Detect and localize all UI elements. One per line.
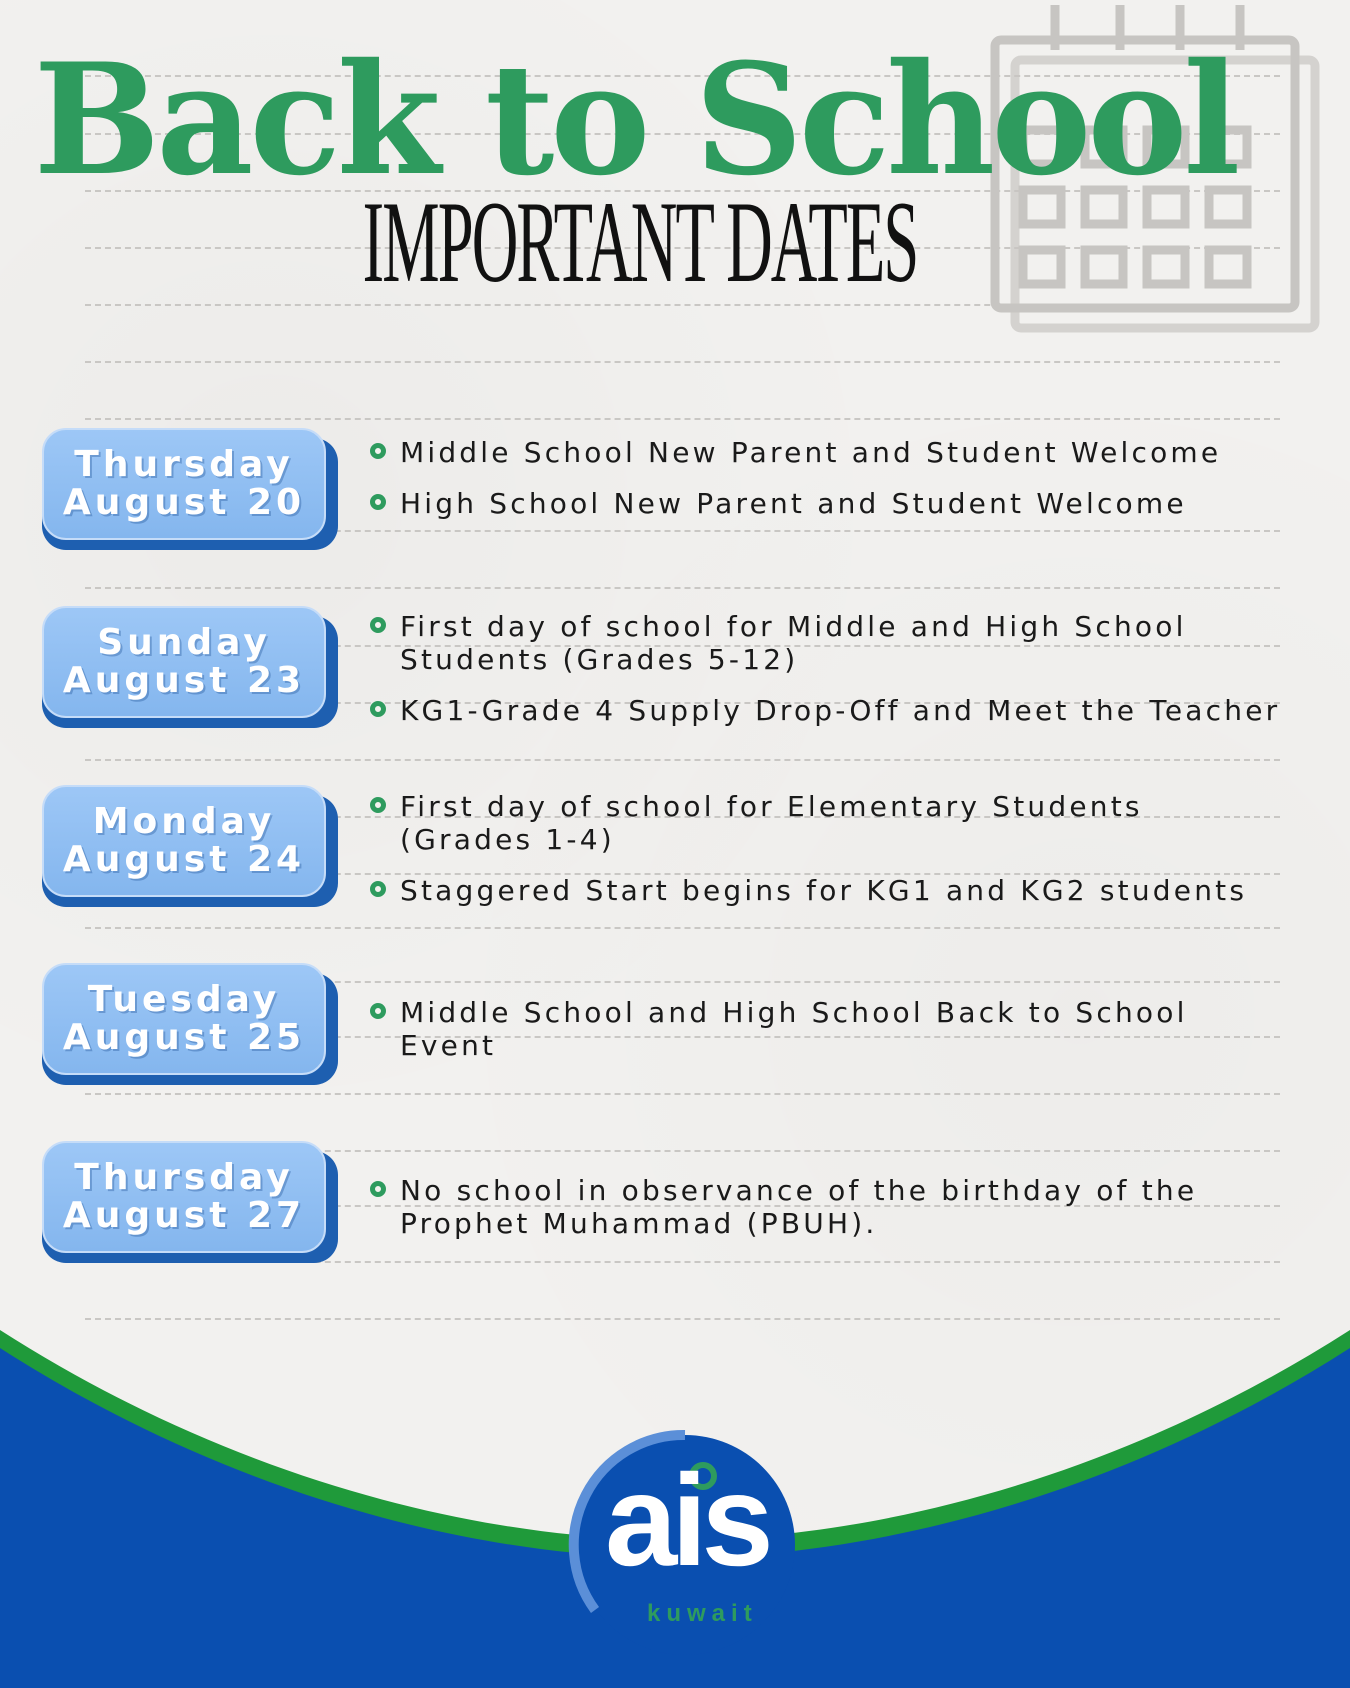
event-list xyxy=(368,436,1328,538)
date-badge xyxy=(42,428,338,546)
list-item: Middle School and High School Back to School Event xyxy=(368,996,1260,1062)
badge-day: Monday xyxy=(92,801,276,842)
badge-date: August 25 xyxy=(62,1017,306,1058)
badge-day: Sunday xyxy=(97,622,271,663)
badge-date: August 24 xyxy=(62,839,306,880)
page-subtitle: IMPORTANT DATES xyxy=(362,178,918,307)
list-item: High School New Parent and Student Welcome xyxy=(368,487,1328,520)
school-logo xyxy=(555,1420,815,1660)
date-badge xyxy=(42,606,338,724)
event-list xyxy=(368,790,1328,925)
bullet-icon xyxy=(370,1003,386,1019)
list-item: No school in observance of the birthday of the Prophet Muhammad (PBUH). xyxy=(368,1174,1200,1240)
event-list xyxy=(368,996,1328,1080)
date-badge xyxy=(42,963,338,1081)
bullet-icon xyxy=(370,1181,386,1197)
logo-text: ais xyxy=(605,1447,768,1593)
badge-date: August 27 xyxy=(62,1195,306,1236)
event-list xyxy=(368,610,1333,745)
list-item: KG1-Grade 4 Supply Drop-Off and Meet the Teacher xyxy=(368,694,1333,727)
bullet-icon xyxy=(370,443,386,459)
date-badge xyxy=(42,1141,338,1259)
list-item: First day of school for Middle and High School Students (Grades 5-12) xyxy=(368,610,1260,676)
logo-subtext: kuwait xyxy=(647,1600,758,1627)
bullet-icon xyxy=(370,617,386,633)
bullet-icon xyxy=(370,701,386,717)
bullet-icon xyxy=(370,797,386,813)
list-item: Middle School New Parent and Student Welcome xyxy=(368,436,1328,469)
bullet-icon xyxy=(370,494,386,510)
page-title: Back to School xyxy=(33,30,1237,210)
list-item: Staggered Start begins for KG1 and KG2 students xyxy=(368,874,1328,907)
badge-day: Tuesday xyxy=(87,979,281,1020)
bullet-icon xyxy=(370,881,386,897)
badge-day: Thursday xyxy=(74,444,294,485)
badge-day: Thursday xyxy=(74,1157,294,1198)
list-item: First day of school for Elementary Students (Grades 1-4) xyxy=(368,790,1200,856)
date-badge xyxy=(42,785,338,903)
badge-date: August 20 xyxy=(62,482,306,523)
badge-date: August 23 xyxy=(62,660,306,701)
event-list xyxy=(368,1174,1328,1258)
